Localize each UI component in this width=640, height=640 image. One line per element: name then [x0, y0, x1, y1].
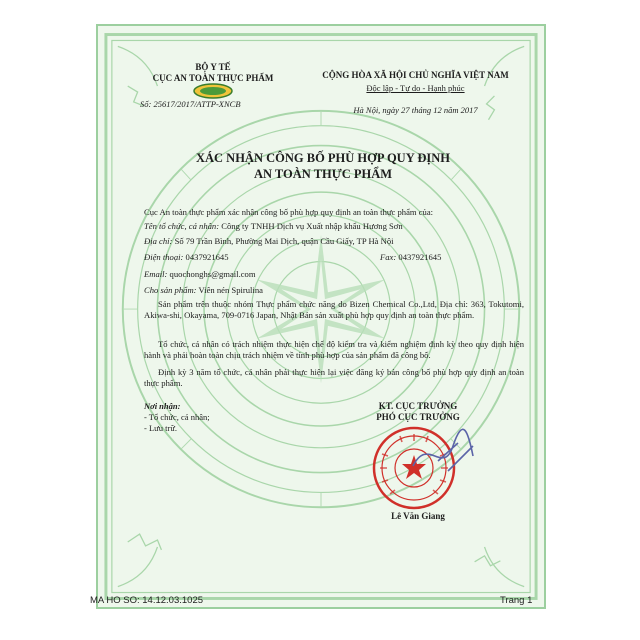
ministry-logo-badge	[193, 83, 233, 99]
document-title-line1: XÁC NHẬN CÔNG BỐ PHÙ HỢP QUY ĐỊNH	[195, 151, 451, 165]
handwritten-signature	[408, 426, 478, 481]
ministry-label: BỘ Y TẾ	[195, 62, 231, 72]
address-line	[144, 236, 524, 247]
recipient-item: - Lưu trữ.	[144, 423, 178, 433]
product-value: Viên nén Spirulina	[198, 285, 263, 295]
recipients-heading: Nơi nhận:	[144, 401, 181, 411]
signature-title-line2: PHÓ CỤC TRƯỞNG	[376, 412, 460, 422]
fax-value: 0437921645	[398, 252, 442, 262]
org-label: Tên tổ chức, cá nhân:	[144, 221, 220, 231]
national-motto: Độc lập - Tự do - Hạnh phúc	[366, 83, 465, 93]
address-label: Địa chỉ:	[144, 236, 173, 246]
phone-line	[144, 252, 364, 263]
email-value: quochonghs@gmail.com	[169, 269, 256, 279]
document-title-line2: AN TOÀN THỰC PHẨM	[253, 167, 393, 181]
file-code: MA HO SO: 14.12.03.1025	[90, 595, 204, 606]
product-origin-paragraph: Sản phẩm trên thuộc nhóm Thực phẩm chức năng do Bizen Chemical Co.,Ltd, Địa chỉ: 363, Tokutomi, Akiwa-shi, Okayama, 709-0716 Japan, Nhật Bản sản xuất phù hợp quy định an toàn thực phẩm.	[144, 299, 524, 320]
signature-title-line1: KT. CỤC TRƯỞNG	[378, 401, 458, 411]
phone-label: Điện thoại:	[144, 252, 184, 262]
document-number: Số: 25617/2017/ATTP-XNCB	[140, 99, 241, 109]
email-label: Email:	[144, 269, 168, 279]
address-value: Số 79 Trần Bình, Phường Mai Dịch, quận Cầu Giấy, TP Hà Nội	[174, 236, 394, 246]
org-line	[144, 221, 524, 232]
email-line	[144, 269, 524, 280]
country-name: CỘNG HÒA XÃ HỘI CHỦ NGHĨA VIỆT NAM	[322, 70, 509, 80]
department-label: CỤC AN TOÀN THỰC PHẨM	[152, 73, 274, 83]
renewal-paragraph: Định kỳ 3 năm tổ chức, cá nhân phải thực hiện lại việc đăng ký bản công bố phù hợp quy định an toàn thực phẩm.	[144, 367, 524, 388]
phone-value: 0437921645	[185, 252, 229, 262]
org-value: Công ty TNHH Dịch vụ Xuất nhập khẩu Hương Sơn	[221, 221, 403, 231]
signer-name: Lê Văn Giang	[391, 511, 445, 521]
fax-label: Fax:	[380, 252, 397, 262]
place-and-date: Hà Nội, ngày 27 tháng 12 năm 2017	[353, 105, 478, 115]
certificate-page	[96, 24, 546, 609]
page-number: Trang 1	[500, 595, 533, 606]
recipient-item: - Tổ chức, cá nhân;	[144, 412, 210, 422]
intro-text: Cục An toàn thực phẩm xác nhận công bố phù hợp quy định an toàn thực phẩm của:	[144, 207, 434, 217]
product-line	[144, 285, 524, 296]
product-label: Cho sản phẩm:	[144, 285, 197, 295]
responsibility-paragraph: Tổ chức, cá nhân có trách nhiệm thực hiện chế độ kiểm tra và kiểm nghiệm định kỳ theo quy định hiện hành và phải hoàn toàn chịu trách nhiệm về tính phù hợp của sản phẩm đã công bố.	[144, 339, 524, 360]
fax-line	[380, 252, 520, 263]
